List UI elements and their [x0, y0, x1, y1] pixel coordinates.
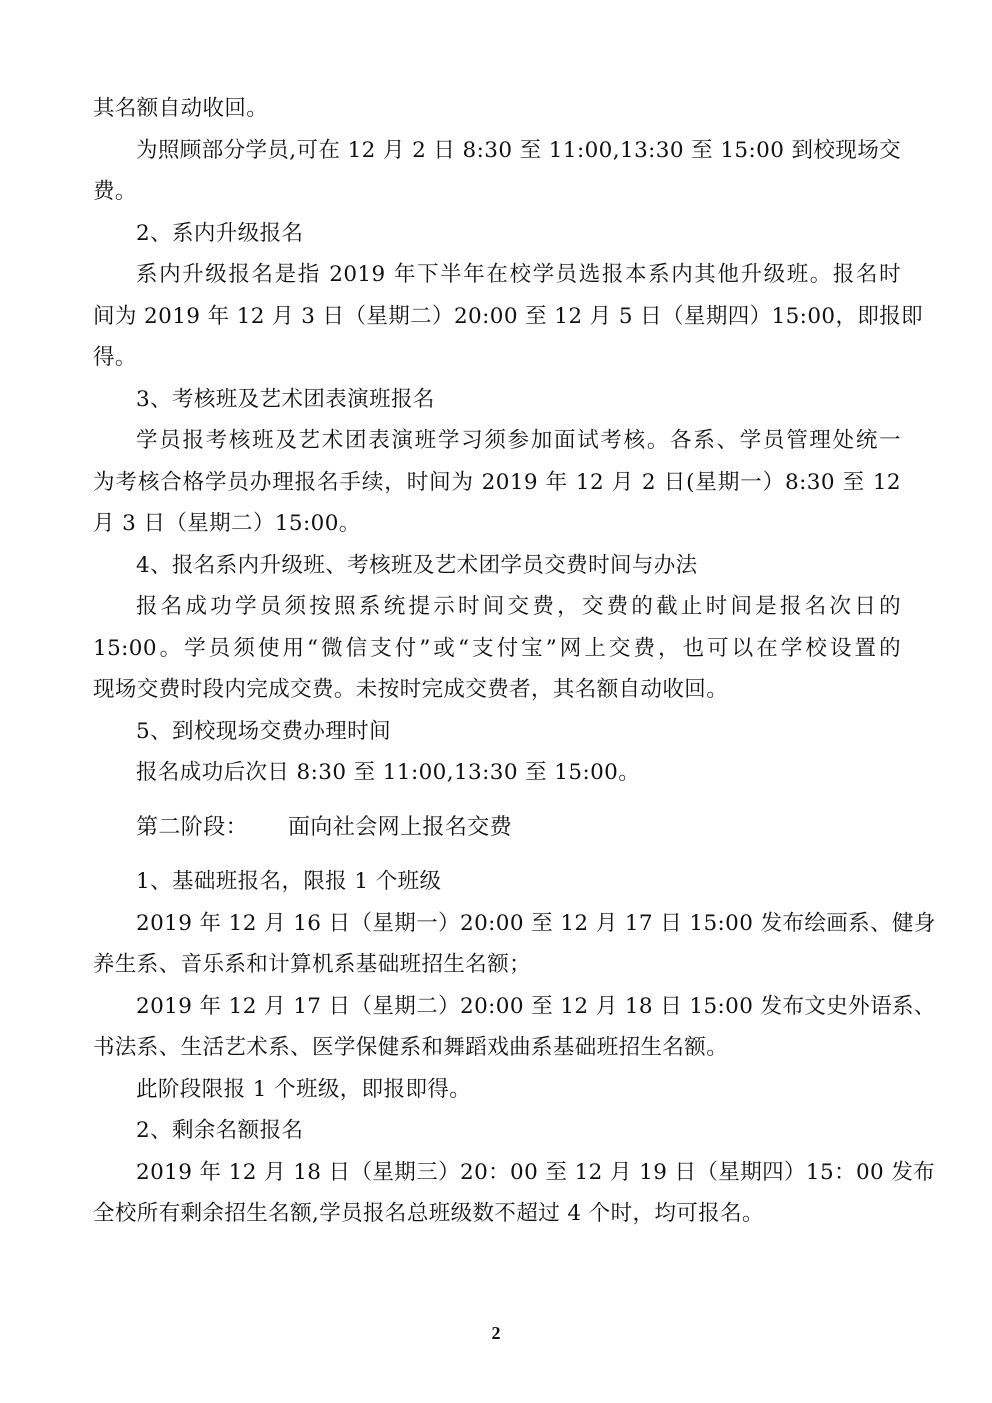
paragraph-line: 2019 年 12 月 18 日（星期三）20：00 至 12 月 19 日（星期四）15：00 发布	[136, 1159, 936, 1185]
paragraph-line: 学员报考核班及艺术团表演班学习须参加面试考核。各系、学员管理处统一	[136, 428, 901, 453]
document-page	[93, 88, 936, 1235]
paragraph-line: 费。	[93, 179, 137, 204]
paragraph-line: 为考核合格学员办理报名手续，时间为 2019 年 12 月 2 日(星期一）8:30 至 12	[93, 469, 901, 495]
section-heading: 1、基础班报名，限报 1 个班级	[136, 869, 442, 894]
paragraph-line: 全校所有剩余招生名额,学员报名总班级数不超过 4 个时，均可报名。	[93, 1201, 764, 1226]
section-heading: 5、到校现场交费办理时间	[136, 718, 391, 744]
paragraph-line: 报名成功后次日 8:30 至 11:00,13:30 至 15:00。	[136, 760, 641, 785]
paragraph-line: 其名额自动收回。	[93, 96, 269, 121]
stage-heading	[93, 807, 901, 849]
paragraph-line: 此阶段限报 1 个班级，即报即得。	[136, 1076, 472, 1102]
paragraph-line: 2019 年 12 月 16 日（星期一）20:00 至 12 月 17 日 15:00 发布绘画系、健身	[136, 910, 936, 936]
paragraph-line: 现场交费时段内完成交费。未按时完成交费者，其名额自动收回。	[93, 677, 729, 702]
section-heading: 2、系内升级报名	[136, 220, 304, 246]
paragraph-line: 2019 年 12 月 17 日（星期二）20:00 至 12 月 18 日 15:00 发布文史外语系、	[136, 993, 936, 1019]
paragraph-line: 为照顾部分学员,可在 12 月 2 日 8:30 至 11:00,13:30 至 15:00 到校现场交	[136, 137, 902, 163]
paragraph-line: 报名成功学员须按照系统提示时间交费，交费的截止时间是报名次日的	[136, 594, 901, 619]
section-heading: 4、报名系内升级班、考核班及艺术团学员交费时间与办法	[136, 552, 698, 578]
section-heading: 3、考核班及艺术团表演班报名	[136, 386, 435, 412]
paragraph-line: 养生系、音乐系和计算机系基础班招生名额；	[93, 952, 532, 977]
paragraph-line: 得。	[93, 345, 137, 370]
stage-label: 第二阶段：	[136, 814, 249, 840]
section-heading: 2、剩余名额报名	[136, 1118, 304, 1143]
stage-title: 面向社会网上报名交费	[288, 814, 513, 840]
paragraph-line: 15:00。学员须使用“微信支付”或“支付宝”网上交费，也可以在学校设置的	[93, 635, 901, 661]
paragraph-line: 系内升级报名是指 2019 年下半年在校学员选报本系内其他升级班。报名时	[136, 262, 901, 287]
paragraph-line: 书法系、生活艺术系、医学保健系和舞蹈戏曲系基础班招生名额。	[93, 1035, 729, 1060]
paragraph-line: 月 3 日（星期二）15:00。	[93, 511, 361, 536]
paragraph-line: 间为 2019 年 12 月 3 日（星期二）20:00 至 12 月 5 日（星期四）15:00，即报即	[93, 303, 924, 329]
page-number: 2	[491, 1323, 501, 1343]
